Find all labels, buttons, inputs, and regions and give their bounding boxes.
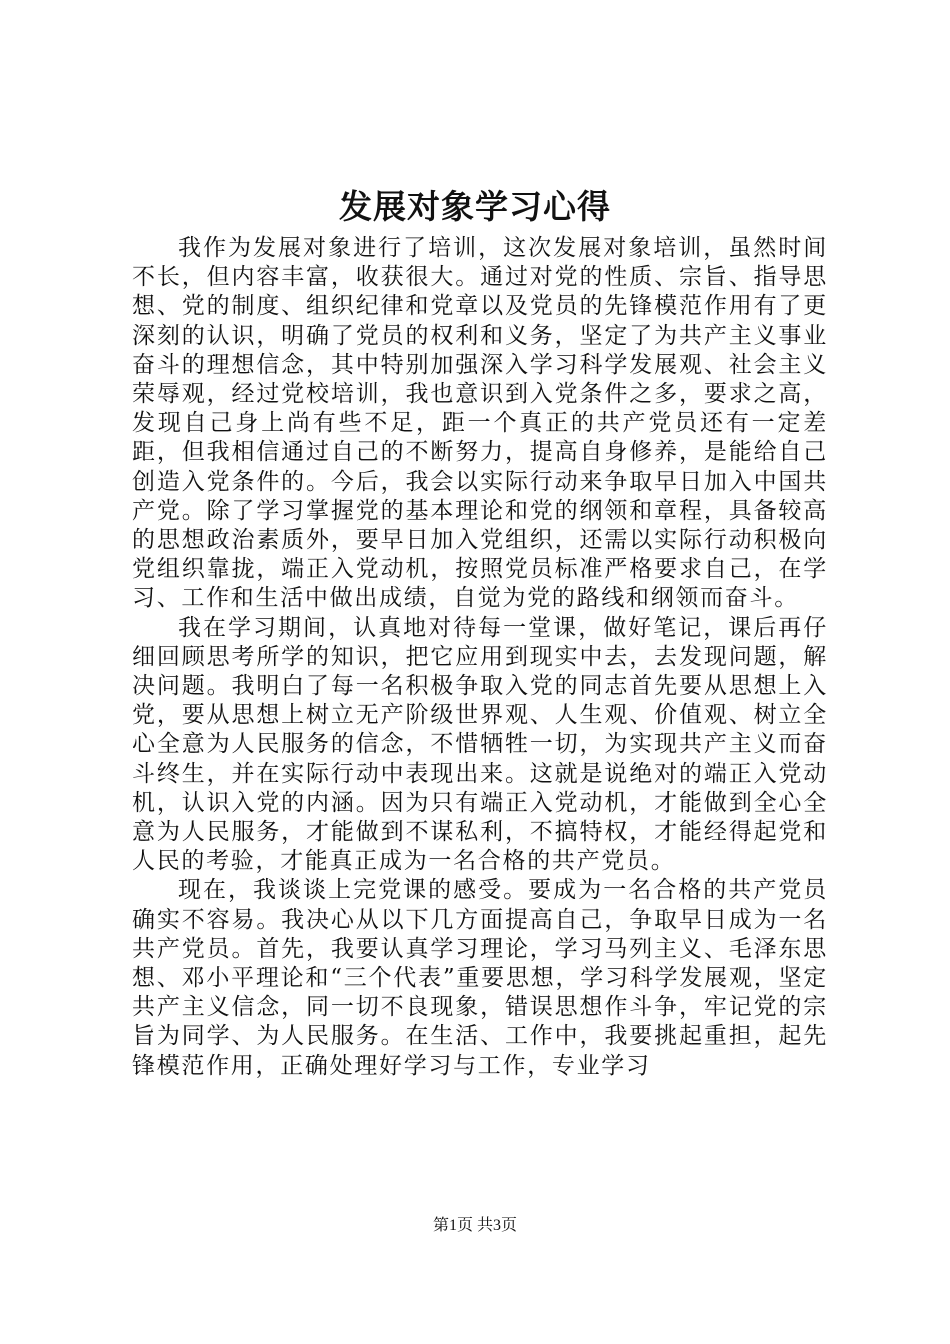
document-body bbox=[132, 234, 828, 1081]
paragraph-1: 我作为发展对象进行了培训，这次发展对象培训，虽然时间不长，但内容丰富，收获很大。通过对党的性质、宗旨、指导思想、党的制度、组织纪律和党章以及党员的先锋模范作用有了更深刻的认识，明确了党员的权利和义务，坚定了为共产主义事业奋斗的理想信念，其中特别加强深入学习科学发展观、社会主义荣辱观，经过党校培训，我也意识到入党条件之多，要求之高，发现自己身上尚有些不足，距一个真正的共产党员还有一定差距，但我相信通过自己的不断努力，提高自身修养，是能给自己创造入党条件的。今后，我会以实际行动来争取早日加入中国共产党。除了学习掌握党的基本理论和党的纲领和章程，具备较高的思想政治素质外，要早日加入党组织，还需以实际行动积极向党组织靠拢，端正入党动机，按照党员标准严格要求自己，在学习、工作和生活中做出成绩，自觉为党的路线和纲领而奋斗。 bbox=[132, 235, 828, 612]
document-title: 发展对象学习心得 bbox=[339, 187, 611, 226]
paragraph-3: 现在，我谈谈上完党课的感受。要成为一名合格的共产党员确实不容易。我决心从以下几方面提高自己，争取早日成为一名共产党员。首先，我要认真学习理论，学习马列主义、毛泽东思想、邓小平理论和“三个代表”重要思想，学习科学发展观，坚定共产主义信念，同一切不良现象，错误思想作斗争，牢记党的宗旨为同学、为人民服务。在生活、工作中，我要挑起重担，起先锋模范作用，正确处理好学习与工作，专业学习 bbox=[132, 877, 828, 1079]
paragraph-2: 我在学习期间，认真地对待每一堂课，做好笔记，课后再仔细回顾思考所学的知识，把它应用到现实中去，去发现问题，解决问题。我明白了每一名积极争取入党的同志首先要从思想上入党，要从思想上树立无产阶级世界观、人生观、价值观、树立全心全意为人民服务的信念，不惜牺牲一切，为实现共产主义而奋斗终生，并在实际行动中表现出来。这就是说绝对的端正入党动机，认识入党的内涵。因为只有端正入党动机，才能做到全心全意为人民服务，才能做到不谋私利，不搞特权，才能经得起党和人民的考验，才能真正成为一名合格的共产党员。 bbox=[132, 614, 828, 875]
page-number-footer: 第1页 共3页 bbox=[432, 1217, 517, 1234]
